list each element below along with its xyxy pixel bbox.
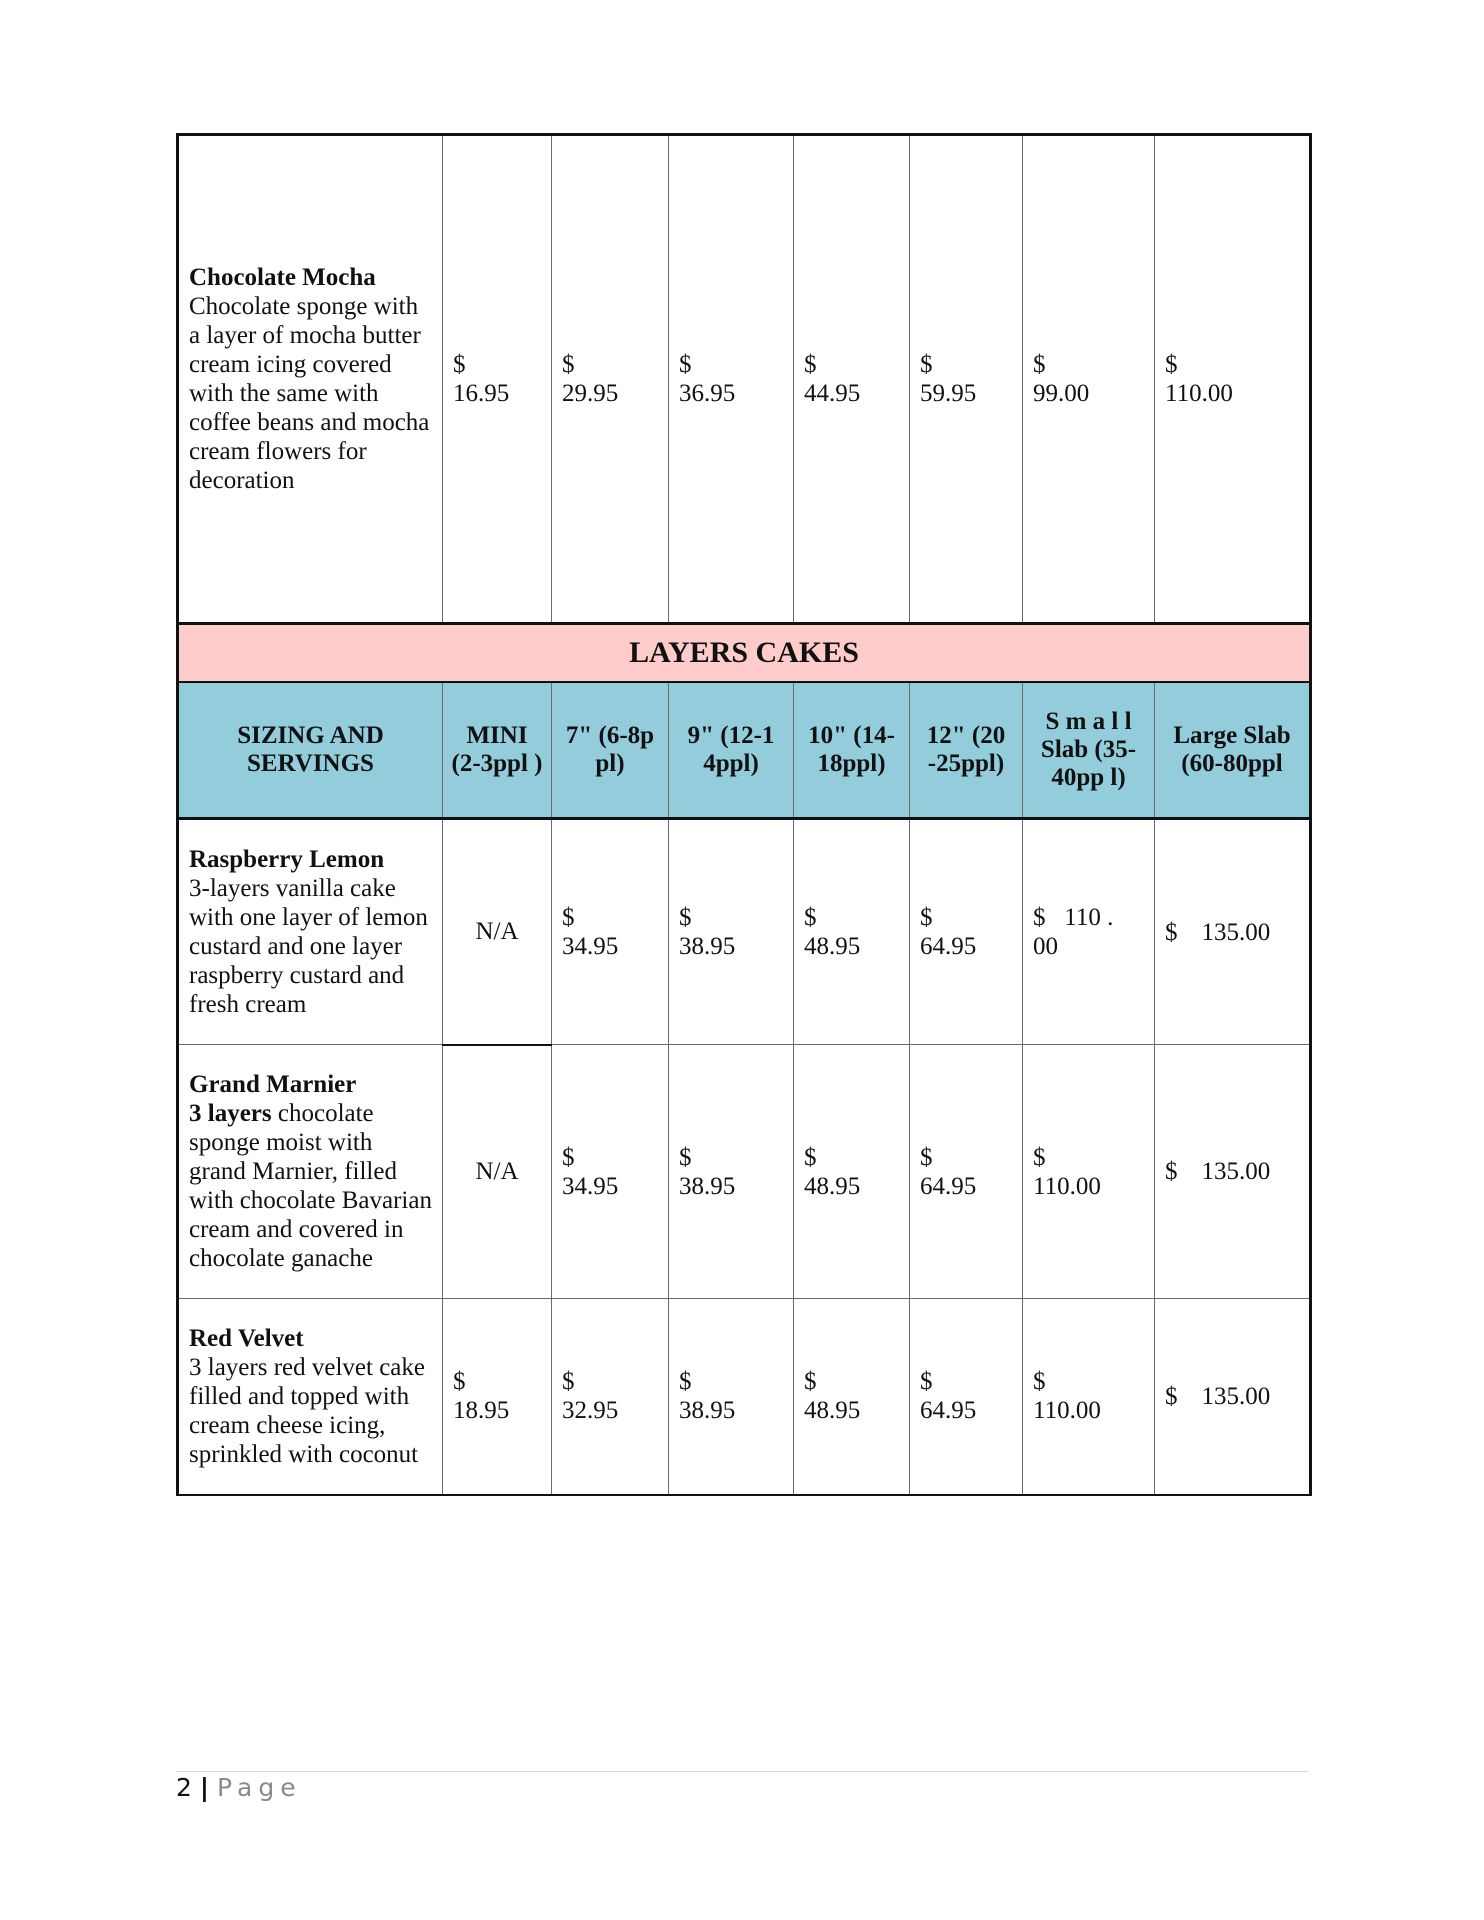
item-description-cell [178, 819, 443, 1045]
page-number: 2 [176, 1773, 192, 1802]
price-12in [910, 1299, 1023, 1495]
price-value: 135.00 [1201, 918, 1271, 946]
price-small-slab [1023, 1045, 1155, 1299]
price-10in [794, 1045, 910, 1299]
currency: $ [1165, 1382, 1178, 1410]
price-7in [552, 1299, 669, 1495]
price-value: 44.95 [804, 380, 861, 407]
footer-separator: | [199, 1773, 210, 1802]
price-value: 135.00 [1201, 1382, 1271, 1410]
currency: $ [920, 904, 933, 931]
price-7in [552, 819, 669, 1045]
price-mini [443, 1299, 552, 1495]
price-value: 36.95 [679, 380, 736, 407]
table-row [178, 135, 1311, 624]
currency: $ [679, 1143, 692, 1171]
item-description-lead: 3 layers [189, 1100, 272, 1127]
currency: $ [1033, 1368, 1046, 1396]
item-name: Grand Marnier [189, 1071, 357, 1098]
price-value: 48.95 [804, 933, 861, 960]
cake-price-table [176, 133, 1312, 1496]
price-value: 64.95 [920, 1397, 977, 1425]
currency: $ [1033, 904, 1046, 931]
price-large-slab [1155, 819, 1311, 1045]
header-7in: 7" (6-8p pl) [552, 682, 669, 819]
currency: $ [453, 1368, 466, 1396]
header-9in: 9" (12-1 4ppl) [669, 682, 794, 819]
page-label: Page [217, 1773, 302, 1802]
currency: $ [562, 351, 575, 378]
price-9in [669, 1045, 794, 1299]
header-large-slab: Large Slab (60-80ppl [1155, 682, 1311, 819]
price-value: 110.00 [1033, 1172, 1101, 1200]
price-10in [794, 135, 910, 624]
price-7in [552, 135, 669, 624]
item-name: Raspberry Lemon [189, 846, 385, 873]
price-small-slab [1023, 135, 1155, 624]
page-footer [176, 1773, 302, 1802]
price-9in [669, 1299, 794, 1495]
price-small-slab [1023, 819, 1155, 1045]
section-title: LAYERS CAKES [178, 624, 1311, 682]
currency: $ [679, 1368, 692, 1396]
price-value: 18.95 [453, 1397, 510, 1425]
price-value: 59.95 [920, 380, 977, 407]
price-value: 135.00 [1201, 1158, 1271, 1185]
price-value: 32.95 [562, 1397, 619, 1425]
footer-divider [176, 1771, 1309, 1772]
price-value: 110.00 [1033, 1397, 1101, 1425]
currency: $ [920, 1368, 933, 1396]
price-value: 38.95 [679, 933, 736, 960]
header-small-slab: S m a l l Slab (35-40pp l) [1023, 682, 1155, 819]
currency: $ [562, 1143, 575, 1171]
price-large-slab [1155, 1299, 1311, 1495]
currency: $ [453, 351, 466, 378]
currency: $ [1033, 1143, 1046, 1171]
currency: $ [920, 1143, 933, 1171]
price-value: 64.95 [920, 933, 977, 960]
item-name: Red Velvet [189, 1324, 304, 1352]
price-10in [794, 1299, 910, 1495]
item-name: Chocolate Mocha [189, 264, 376, 291]
price-9in [669, 135, 794, 624]
price-value: 34.95 [562, 1172, 619, 1200]
currency: $ [920, 351, 933, 378]
currency: $ [804, 904, 817, 931]
currency: $ [1033, 351, 1046, 378]
price-9in [669, 819, 794, 1045]
price-12in [910, 819, 1023, 1045]
price-value: 99.00 [1033, 380, 1090, 407]
item-description: Chocolate sponge with a layer of mocha butter cream icing covered with the same with coffee beans and mocha cream flowers for decoration [189, 293, 430, 494]
price-mini [443, 135, 552, 624]
currency: $ [562, 1368, 575, 1396]
table-row [178, 819, 1311, 1045]
item-description: 3 layers red velvet cake filled and topped with cream cheese icing, sprinkled with coconut [189, 1353, 425, 1468]
header-mini: MINI (2-3ppl ) [443, 682, 552, 819]
currency: $ [679, 351, 692, 378]
item-description-cell [178, 135, 443, 624]
price-value: 29.95 [562, 380, 619, 407]
price-value: 16.95 [453, 380, 510, 407]
item-description: 3-layers vanilla cake with one layer of lemon custard and one layer raspberry custard and fresh cream [189, 875, 428, 1018]
price-12in [910, 135, 1023, 624]
price-value: 48.95 [804, 1397, 861, 1425]
currency: $ [1165, 351, 1178, 378]
price-mini: N/A [443, 819, 552, 1045]
price-value: 38.95 [679, 1172, 736, 1200]
price-value: 48.95 [804, 1172, 861, 1200]
currency: $ [804, 1368, 817, 1396]
item-description: chocolate sponge moist with grand Marnier, filled with chocolate Bavarian cream and covered in chocolate ganache [189, 1100, 432, 1272]
currency: $ [804, 1143, 817, 1171]
price-large-slab [1155, 1045, 1311, 1299]
header-10in: 10" (14- 18ppl) [794, 682, 910, 819]
item-description-cell [178, 1045, 443, 1299]
header-12in: 12" (20 -25ppl) [910, 682, 1023, 819]
currency: $ [1165, 918, 1178, 946]
currency: $ [562, 904, 575, 931]
price-value: 38.95 [679, 1397, 736, 1425]
currency: $ [679, 904, 692, 931]
table-row [178, 1299, 1311, 1495]
section-band [178, 624, 1311, 682]
price-10in [794, 819, 910, 1045]
price-12in [910, 1045, 1023, 1299]
header-sizing: SIZING AND SERVINGS [178, 682, 443, 819]
price-mini: N/A [443, 1045, 552, 1299]
price-value: 110.00 [1165, 380, 1233, 407]
table-row [178, 1045, 1311, 1299]
price-large-slab [1155, 135, 1311, 624]
price-small-slab [1023, 1299, 1155, 1495]
price-value: 110 . 00 [1033, 904, 1114, 960]
item-description-cell [178, 1299, 443, 1495]
price-value: 34.95 [562, 933, 619, 960]
price-value: 64.95 [920, 1172, 977, 1200]
header-row [178, 682, 1311, 819]
price-7in [552, 1045, 669, 1299]
currency: $ [804, 351, 817, 378]
currency: $ [1165, 1158, 1178, 1185]
